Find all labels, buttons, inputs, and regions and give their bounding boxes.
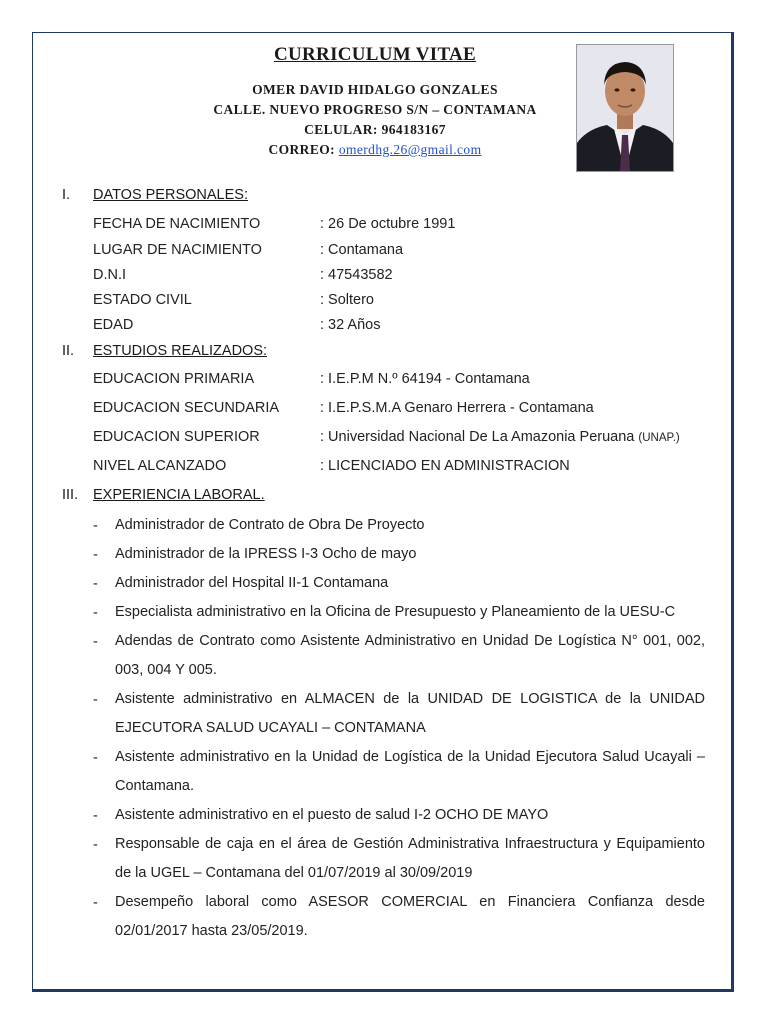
experience-item xyxy=(93,801,705,830)
email-label: CORREO: xyxy=(268,142,336,157)
study-row xyxy=(93,400,594,416)
info-label: ESTADO CIVIL xyxy=(93,292,192,308)
study-value: : I.E.P.M N.º 64194 - Contamana xyxy=(320,371,530,387)
experience-text: Desempeño laboral como ASESOR COMERCIAL en Financiera Confianza desde 02/01/2017 hasta 23/05/2019. xyxy=(115,894,705,939)
section-estudios-realizados xyxy=(62,343,267,359)
info-value: : Contamana xyxy=(320,242,404,258)
experience-text: Adendas de Contrato como Asistente Administrativo en Unidad De Logística N° 001, 002, 003, 004 Y 005. xyxy=(115,633,705,678)
experience-text: Especialista administrativo en la Oficina de Presupuesto y Planeamiento de la UESU-C xyxy=(115,604,676,620)
section-number: III. xyxy=(62,487,79,503)
bullet-dash: - xyxy=(93,576,98,592)
info-row xyxy=(93,242,403,258)
info-label: LUGAR DE NACIMIENTO xyxy=(93,242,262,258)
study-row xyxy=(93,371,530,387)
experience-item xyxy=(93,685,705,743)
bullet-dash: - xyxy=(93,605,98,621)
experience-item xyxy=(93,627,705,685)
study-label: EDUCACION PRIMARIA xyxy=(93,371,255,387)
info-label: EDAD xyxy=(93,317,134,333)
study-value-suffix: (UNAP.) xyxy=(638,432,680,444)
study-value: : LICENCIADO EN ADMINISTRACION xyxy=(320,458,570,474)
info-value: : 32 Años xyxy=(320,317,381,333)
email-line xyxy=(150,140,600,160)
experience-item xyxy=(93,540,705,569)
bullet-dash: - xyxy=(93,518,98,534)
experience-text: Responsable de caja en el área de Gestión Administrativa Infraestructura y Equipamiento de la UGEL – Contamana del 01/07/2019 al 30/09/2019 xyxy=(115,836,705,881)
phone-line xyxy=(150,120,600,140)
experience-item xyxy=(93,743,705,801)
experience-text: Asistente administrativo en la Unidad de Logística de la Unidad Ejecutora Salud Ucayali – Contamana. xyxy=(115,749,705,794)
section-number: II. xyxy=(62,343,75,359)
experience-text: Administrador del Hospital II-1 Contamana xyxy=(115,575,389,591)
bullet-dash: - xyxy=(93,547,98,563)
bullet-dash: - xyxy=(93,895,98,911)
info-value: : 47543582 xyxy=(320,267,393,283)
section-experiencia-laboral xyxy=(62,487,265,503)
section-title: EXPERIENCIA LABORAL. xyxy=(93,487,265,503)
study-value: : I.E.P.S.M.A Genaro Herrera - Contamana xyxy=(320,400,594,416)
study-row xyxy=(93,429,680,445)
study-row xyxy=(93,458,570,474)
experience-text: Administrador de la IPRESS I-3 Ocho de mayo xyxy=(115,546,417,562)
section-title: DATOS PERSONALES: xyxy=(93,187,248,203)
bullet-dash: - xyxy=(93,634,98,650)
cv-header xyxy=(150,44,600,160)
experience-item xyxy=(93,569,705,598)
info-row xyxy=(93,317,380,333)
info-row xyxy=(93,267,393,283)
experience-text: Asistente administrativo en el puesto de salud I-2 OCHO DE MAYO xyxy=(115,807,549,823)
phone-number: 964183167 xyxy=(381,122,446,137)
phone-label: CELULAR: xyxy=(304,122,378,137)
experience-text: Administrador de Contrato de Obra De Proyecto xyxy=(115,517,425,533)
study-label: EDUCACION SUPERIOR xyxy=(93,429,260,445)
info-row xyxy=(93,292,374,308)
experience-item xyxy=(93,598,705,627)
profile-photo xyxy=(576,44,674,172)
info-label: D.N.I xyxy=(93,267,127,283)
candidate-name: OMER DAVID HIDALGO GONZALES xyxy=(252,82,498,97)
document-title: CURRICULUM VITAE xyxy=(273,44,477,65)
experience-item xyxy=(93,511,705,540)
experience-item xyxy=(93,888,705,946)
candidate-address: CALLE. NUEVO PROGRESO S/N – CONTAMANA xyxy=(213,102,537,117)
section-number: I. xyxy=(62,187,71,203)
bullet-dash: - xyxy=(93,837,98,853)
study-label: EDUCACION SECUNDARIA xyxy=(93,400,280,416)
bullet-dash: - xyxy=(93,750,98,766)
section-title: ESTUDIOS REALIZADOS: xyxy=(93,343,268,359)
bullet-dash: - xyxy=(93,808,98,824)
study-value: : Universidad Nacional De La Amazonia Peruana xyxy=(320,429,635,445)
info-value: : 26 De octubre 1991 xyxy=(320,216,456,232)
experience-item xyxy=(93,830,705,888)
info-row xyxy=(93,216,455,232)
experience-text: Asistente administrativo en ALMACEN de la UNIDAD DE LOGISTICA de la UNIDAD EJECUTORA SALUD UCAYALI – CONTAMANA xyxy=(115,691,705,736)
info-value: : Soltero xyxy=(320,292,374,308)
bullet-dash: - xyxy=(93,692,98,708)
section-datos-personales xyxy=(62,187,248,203)
study-label: NIVEL ALCANZADO xyxy=(93,458,227,474)
info-label: FECHA DE NACIMIENTO xyxy=(93,216,261,232)
email-link[interactable]: omerdhg.26@gmail.com xyxy=(338,142,482,157)
